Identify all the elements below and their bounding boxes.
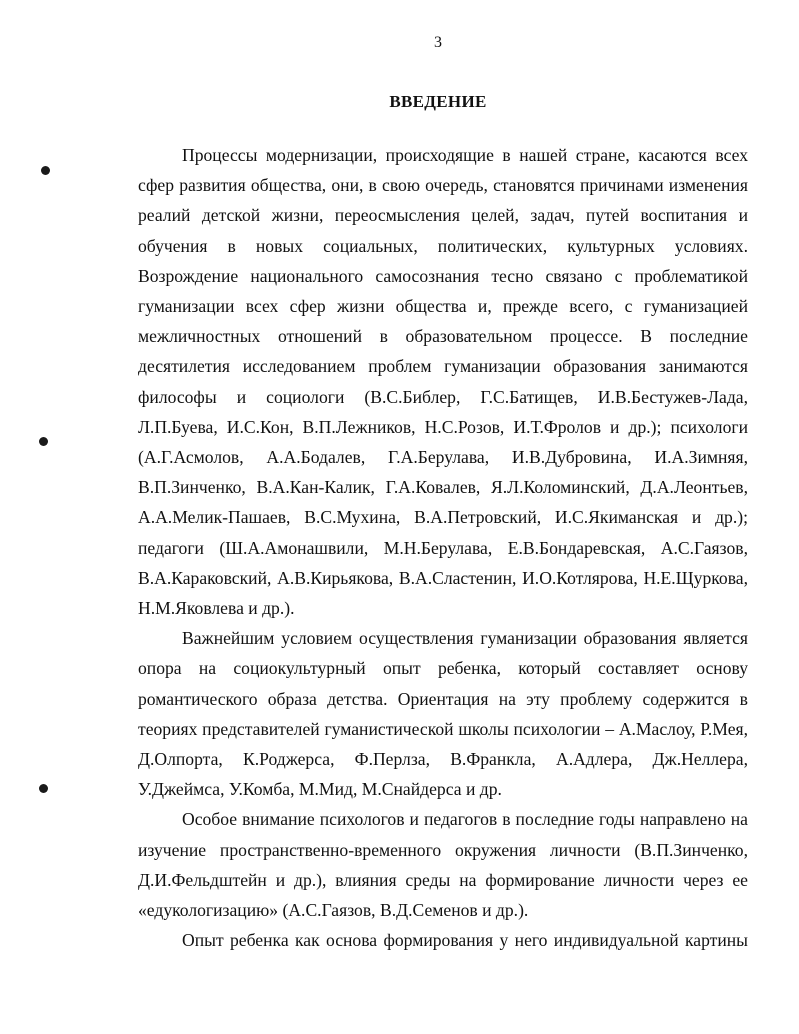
page-title: ВВЕДЕНИЕ: [389, 92, 487, 111]
document-body: [138, 140, 748, 955]
page-number: 3: [434, 34, 442, 51]
punch-hole-mark: [39, 437, 48, 446]
paragraph-child-experience: Опыт ребенка как основа формирования у него индивидуальной картины: [182, 930, 748, 951]
paragraph-intro: Процессы модернизации, происходящие в нашей стране, касаются всех сфер развития общества, они, в свою очередь, становятся причинами изменения реалий детской жизни, переосмысления целей, задач, путей воспитания и обучения в новых социальных, политических, культурных условиях. Возрождение национального самосознания тесно связано с проблематикой гуманизации всех сфер жизни общества и, прежде всего, с гуманизацией межличностных отношений в образовательном процессе. В последние десятилетия исследованием проблем гуманизации образования занимаются философы и социологи (В.С.Библер, Г.С.Батищев, И.В.Бестужев-Лада, Л.П.Буева, И.С.Кон, В.П.Лежников, Н.С.Розов, И.Т.Фролов и др.); психологи (А.Г.Асмолов, А.А.Бодалев, Г.А.Берулава, И.В.Дубровина, И.А.Зимняя, В.П.Зинченко, В.А.Кан-Калик, Г.А.Ковалев, Я.Л.Коломинский, Д.А.Леонтьев, А.А.Мелик-Пашаев, В.С.Мухина, В.А.Петровский, И.С.Якиманская и др.); педагоги (Ш.А.Амонашвили, М.Н.Берулава, Е.В.Бондаревская, А.С.Гаязов, В.А.Караковский, А.В.Кирьякова, В.А.Сластенин, И.О.Котлярова, Н.Е.Щуркова, Н.М.Яковлева и др.).: [138, 145, 748, 619]
punch-hole-mark: [39, 784, 48, 793]
punch-hole-mark: [41, 166, 50, 175]
paragraph-spatial-environment: Особое внимание психологов и педагогов в последние годы направлено на изучение пространственно-временного окружения личности (В.П.Зинченко, Д.И.Фельдштейн и др.), влияния среды на формирование личности через ее «едукологизацию» (А.С.Гаязов, В.Д.Семенов и др.).: [138, 809, 748, 921]
paragraph-sociocultural-experience: Важнейшим условием осуществления гуманизации образования является опора на социокультурный опыт ребенка, который составляет основу романтического образа детства. Ориентация на эту проблему содержится в теориях представителей гуманистической школы психологии – А.Маслоу, Р.Мея, Д.Олпорта, К.Роджерса, Ф.Перлза, В.Франкла, А.Адлера, Дж.Неллера, У.Джеймса, У.Комба, М.Мид, М.Снайдерса и др.: [138, 628, 748, 800]
